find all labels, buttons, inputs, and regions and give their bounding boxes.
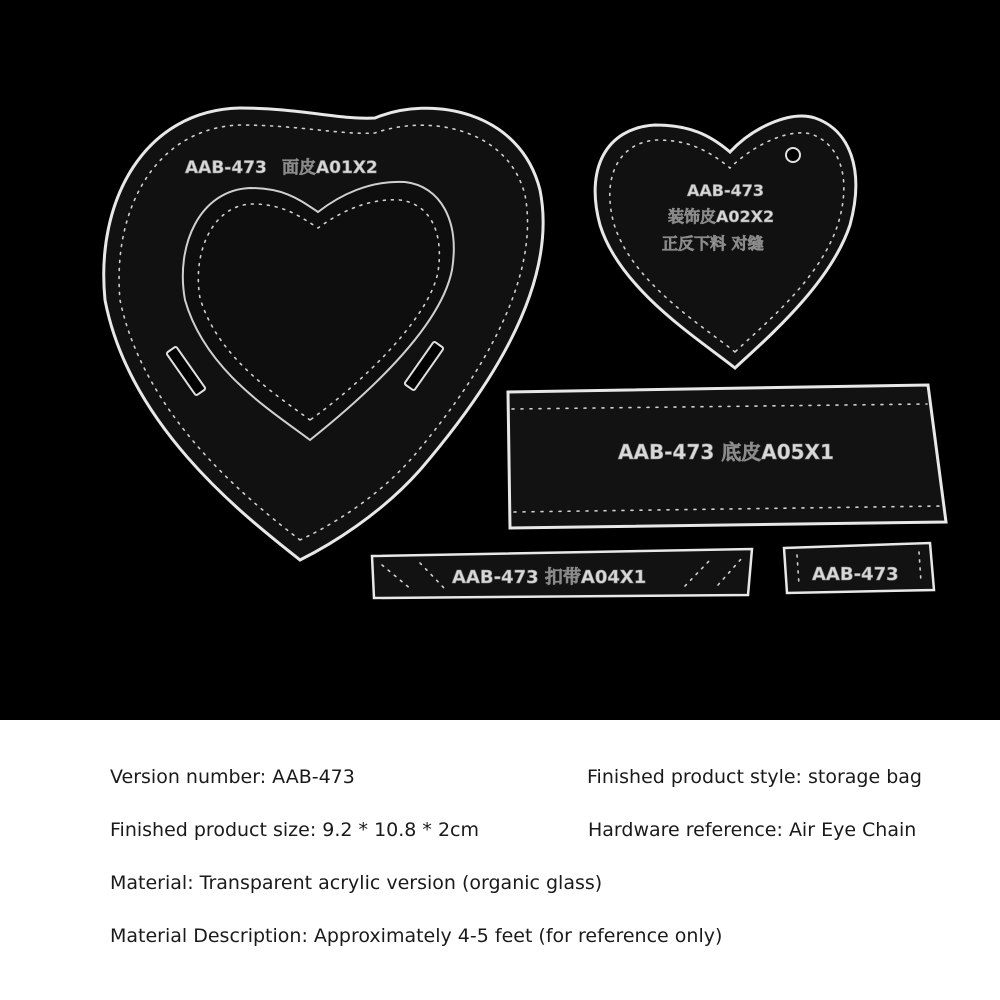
small-heart-code: 装饰皮A02X2 [668,207,775,226]
large-heart-code: 面皮A01X2 [282,158,378,178]
bottom-strip-label: AAB-473 底皮A05X1 [618,440,834,464]
small-heart-note: 正反下料 对缝 [662,234,764,253]
tab-label: AAB-473 [812,564,899,585]
version-number: Version number: AAB-473 [110,766,355,788]
tab-template [784,543,934,593]
large-heart-label: AAB-473 [185,158,267,178]
small-heart-label: AAB-473 [687,181,764,200]
buckle-strip-label: AAB-473 扣带A04X1 [452,567,647,588]
small-heart-template [595,116,856,368]
bottom-strip-template [508,385,946,528]
product-size: Finished product size: 9.2 * 10.8 * 2cm [110,819,479,841]
buckle-strip-template [372,549,752,598]
large-heart-template [104,108,543,560]
product-specs [0,720,1000,1000]
hardware-reference: Hardware reference: Air Eye Chain [588,819,917,841]
material-description: Material Description: Approximately 4-5 feet (for reference only) [110,925,723,947]
product-style: Finished product style: storage bag [587,766,922,788]
material: Material: Transparent acrylic version (organic glass) [110,872,603,894]
